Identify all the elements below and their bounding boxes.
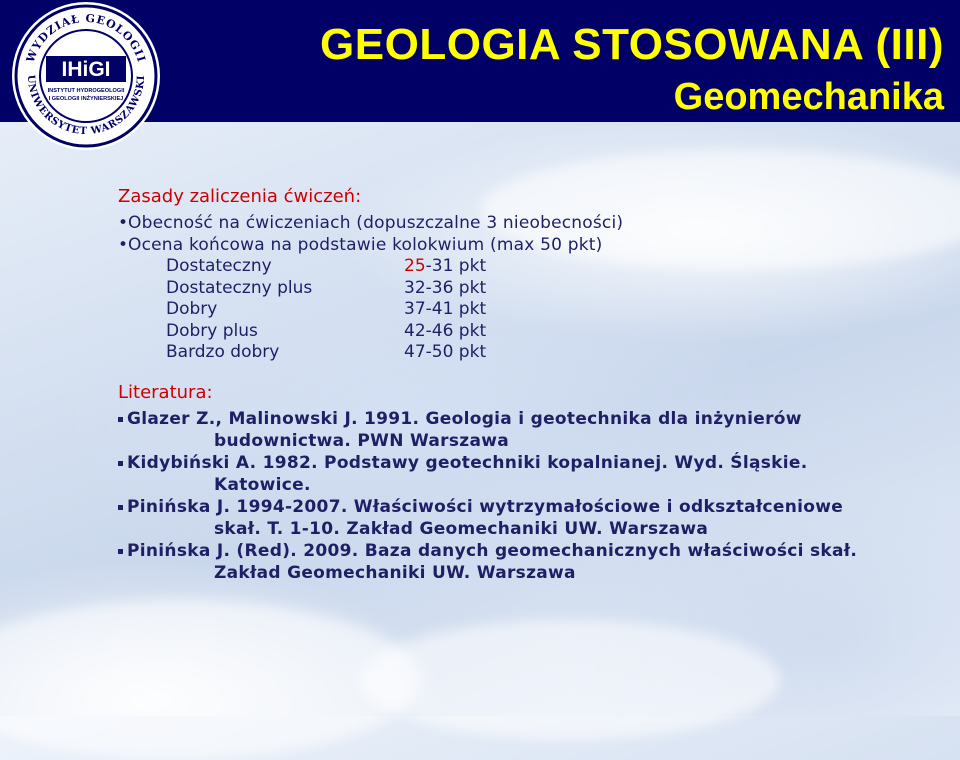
literature-line: skał. T. 1-10. Zakład Geomechaniki UW. Warszawa	[214, 518, 709, 539]
logo-inner-line2: I GEOLOGII INŻYNIERSKIEJ	[48, 96, 124, 102]
grade-name: Dobry plus	[166, 320, 258, 341]
grade-name: Dostateczny plus	[166, 277, 313, 298]
bullet-dot-icon: •	[118, 213, 129, 233]
grade-row	[166, 278, 486, 300]
grade-name: Dobry	[166, 299, 218, 319]
rules-bullet	[118, 212, 948, 234]
grade-range-rest: 47-50 pkt	[404, 342, 487, 362]
page-subtitle: Geomechanika	[673, 76, 944, 118]
grade-range	[404, 256, 486, 278]
literature-line: Katowice.	[214, 474, 311, 495]
literature-heading: Literatura:	[118, 381, 213, 403]
grade-name: Dostateczny	[166, 256, 272, 276]
literature-line: Kidybiński A. 1982. Podstawy geotechniki kopalnianej. Wyd. Śląskie.	[127, 452, 808, 473]
grade-name: Bardzo dobry	[166, 342, 280, 362]
literature-line: Pinińska J. (Red). 2009. Baza danych geomechanicznych właściwości skał.	[127, 540, 858, 561]
grade-table	[166, 256, 486, 364]
bullet-square-icon	[118, 417, 123, 422]
literature-item	[118, 408, 948, 452]
literature-line: Pinińska J. 1994-2007. Właściwości wytrzymałościowe i odkształceniowe	[127, 496, 844, 517]
grade-range-rest: 42-46 pkt	[404, 320, 487, 341]
grade-range-highlight: 25	[404, 256, 426, 276]
slide-content	[118, 186, 948, 584]
grade-row	[166, 321, 486, 343]
rules-bullet-text: Obecność na ćwiczeniach (dopuszczalne 3 nieobecności)	[128, 213, 624, 233]
grade-range	[404, 299, 486, 321]
grade-range-rest: 32-36 pkt	[404, 277, 487, 298]
literature-item	[118, 496, 948, 540]
bullet-square-icon	[118, 549, 123, 554]
grade-range	[404, 278, 486, 300]
grade-range-rest: -31 pkt	[425, 256, 487, 276]
rules-heading: Zasady zaliczenia ćwiczeń:	[118, 186, 362, 207]
bullet-dot-icon: •	[118, 235, 129, 255]
literature-item	[118, 452, 948, 496]
literature-line: Glazer Z., Malinowski J. 1991. Geologia i geotechnika dla inżynierów	[127, 408, 802, 429]
logo-ring-top: WYDZIAŁ GEOLOGII	[23, 11, 149, 65]
bullet-square-icon	[118, 505, 123, 510]
page-title: GEOLOGIA STOSOWANA (III)	[320, 20, 944, 69]
faculty-seal-icon	[12, 2, 160, 150]
rules-bullet	[118, 234, 948, 256]
background-snow-drift	[360, 620, 780, 740]
logo-mark: IHiGI	[61, 58, 111, 81]
literature-item	[118, 540, 948, 584]
background-snow-drift	[0, 600, 420, 760]
grade-row	[166, 299, 486, 321]
logo-inner-line1: INSTYTUT HYDROGEOLOGII	[47, 88, 125, 94]
rules-bullet-text: Ocena końcowa na podstawie kolokwium (max 50 pkt)	[128, 235, 603, 255]
grade-row	[166, 256, 486, 278]
grade-range-rest: 37-41 pkt	[404, 299, 487, 319]
grade-range	[404, 321, 486, 343]
literature-line: Zakład Geomechaniki UW. Warszawa	[214, 562, 576, 583]
logo-ring-bottom: UNIWERSYTET WARSZAWSKI	[24, 74, 148, 138]
grade-range	[404, 342, 486, 364]
faculty-logo	[12, 2, 160, 150]
literature-line: budownictwa. PWN Warszawa	[214, 430, 510, 451]
bullet-square-icon	[118, 461, 123, 466]
grade-row	[166, 342, 486, 364]
